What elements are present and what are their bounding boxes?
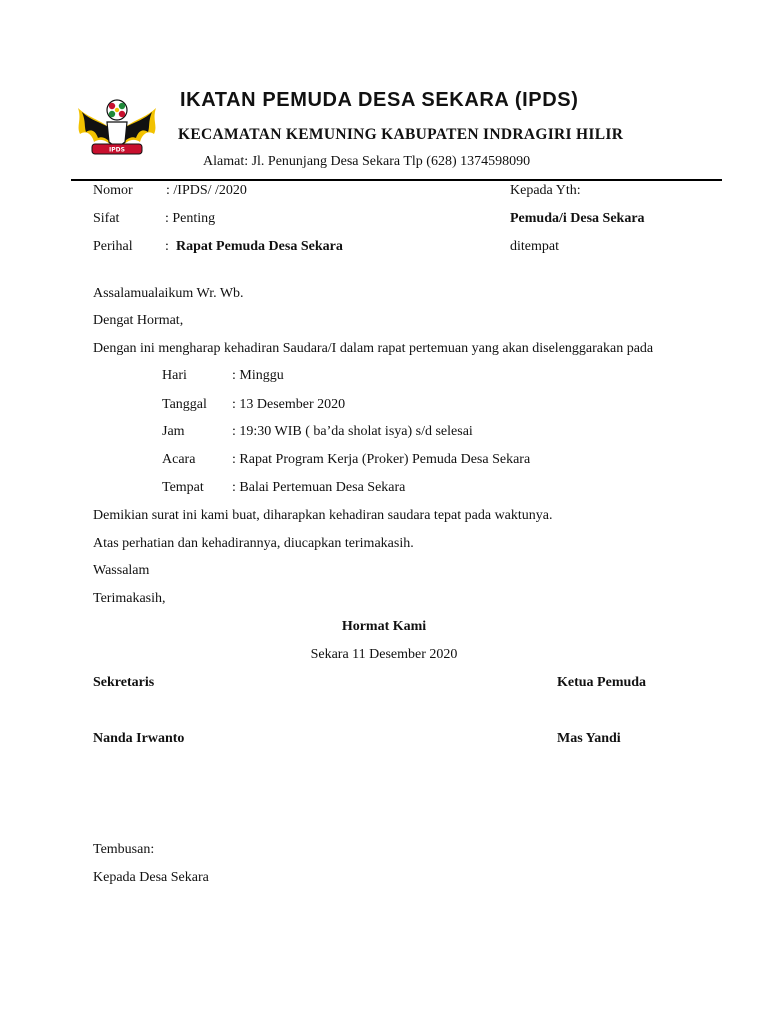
perihal-label: Perihal xyxy=(93,239,133,254)
salutation: Dengat Hormat, xyxy=(93,313,184,328)
detail-value-jam: : 19:30 WIB ( ba’da sholat isya) s/d selesai xyxy=(232,424,473,439)
intro-paragraph: Dengan ini mengharap kehadiran Saudara/I dalam rapat pertemuan yang akan diselenggarakan pada xyxy=(93,341,654,356)
recipient-line-3: ditempat xyxy=(510,239,559,254)
detail-value-tempat: : Balai Pertemuan Desa Sekara xyxy=(232,480,406,495)
detail-label-jam: Jam xyxy=(162,424,185,439)
place-date: Sekara 11 Desember 2020 xyxy=(310,647,458,662)
perihal-colon: : xyxy=(165,239,169,254)
detail-label-tempat: Tempat xyxy=(162,480,204,495)
detail-value-acara: : Rapat Program Kerja (Proker) Pemuda Desa Sekara xyxy=(232,452,531,467)
right-signatory-role: Ketua Pemuda xyxy=(557,675,647,690)
closing-paragraph-1: Demikian surat ini kami buat, diharapkan kehadiran saudara tepat pada waktunya. xyxy=(93,508,553,523)
detail-value-hari: : Minggu xyxy=(232,368,284,383)
nomor-value: : /IPDS/ /2020 xyxy=(166,183,247,198)
sifat-label: Sifat xyxy=(93,211,120,226)
perihal-value: Rapat Pemuda Desa Sekara xyxy=(176,239,343,254)
closing-paragraph-2: Atas perhatian dan kehadirannya, diucapkan terimakasih. xyxy=(93,536,414,551)
right-signatory-name: Mas Yandi xyxy=(557,731,621,746)
wassalam: Wassalam xyxy=(93,563,150,578)
cc-recipient: Kepada Desa Sekara xyxy=(93,870,209,885)
organization-name: IKATAN PEMUDA DESA SEKARA (IPDS) xyxy=(180,89,579,111)
organization-logo xyxy=(74,90,160,160)
detail-label-tanggal: Tanggal xyxy=(162,397,207,412)
greeting: Assalamualaikum Wr. Wb. xyxy=(93,286,244,301)
sifat-value: : Penting xyxy=(165,211,216,226)
detail-label-hari: Hari xyxy=(162,368,187,383)
svg-text:IPDS: IPDS xyxy=(109,146,125,154)
organization-address: Alamat: Jl. Penunjang Desa Sekara Tlp (628) 1374598090 xyxy=(203,154,531,169)
nomor-label: Nomor xyxy=(93,183,133,198)
detail-label-acara: Acara xyxy=(162,452,196,467)
recipient-line-1: Kepada Yth: xyxy=(510,183,581,198)
organization-subdistrict: KECAMATAN KEMUNING KABUPATEN INDRAGIRI HILIR xyxy=(178,126,624,143)
hormat-kami: Hormat Kami xyxy=(341,619,427,634)
thanks: Terimakasih, xyxy=(93,591,166,606)
cc-label: Tembusan: xyxy=(93,842,155,857)
left-signatory-name: Nanda Irwanto xyxy=(93,731,185,746)
recipient-line-2: Pemuda/i Desa Sekara xyxy=(510,211,645,226)
header-divider xyxy=(71,179,722,181)
left-signatory-role: Sekretaris xyxy=(93,675,155,690)
detail-value-tanggal: : 13 Desember 2020 xyxy=(232,397,346,412)
